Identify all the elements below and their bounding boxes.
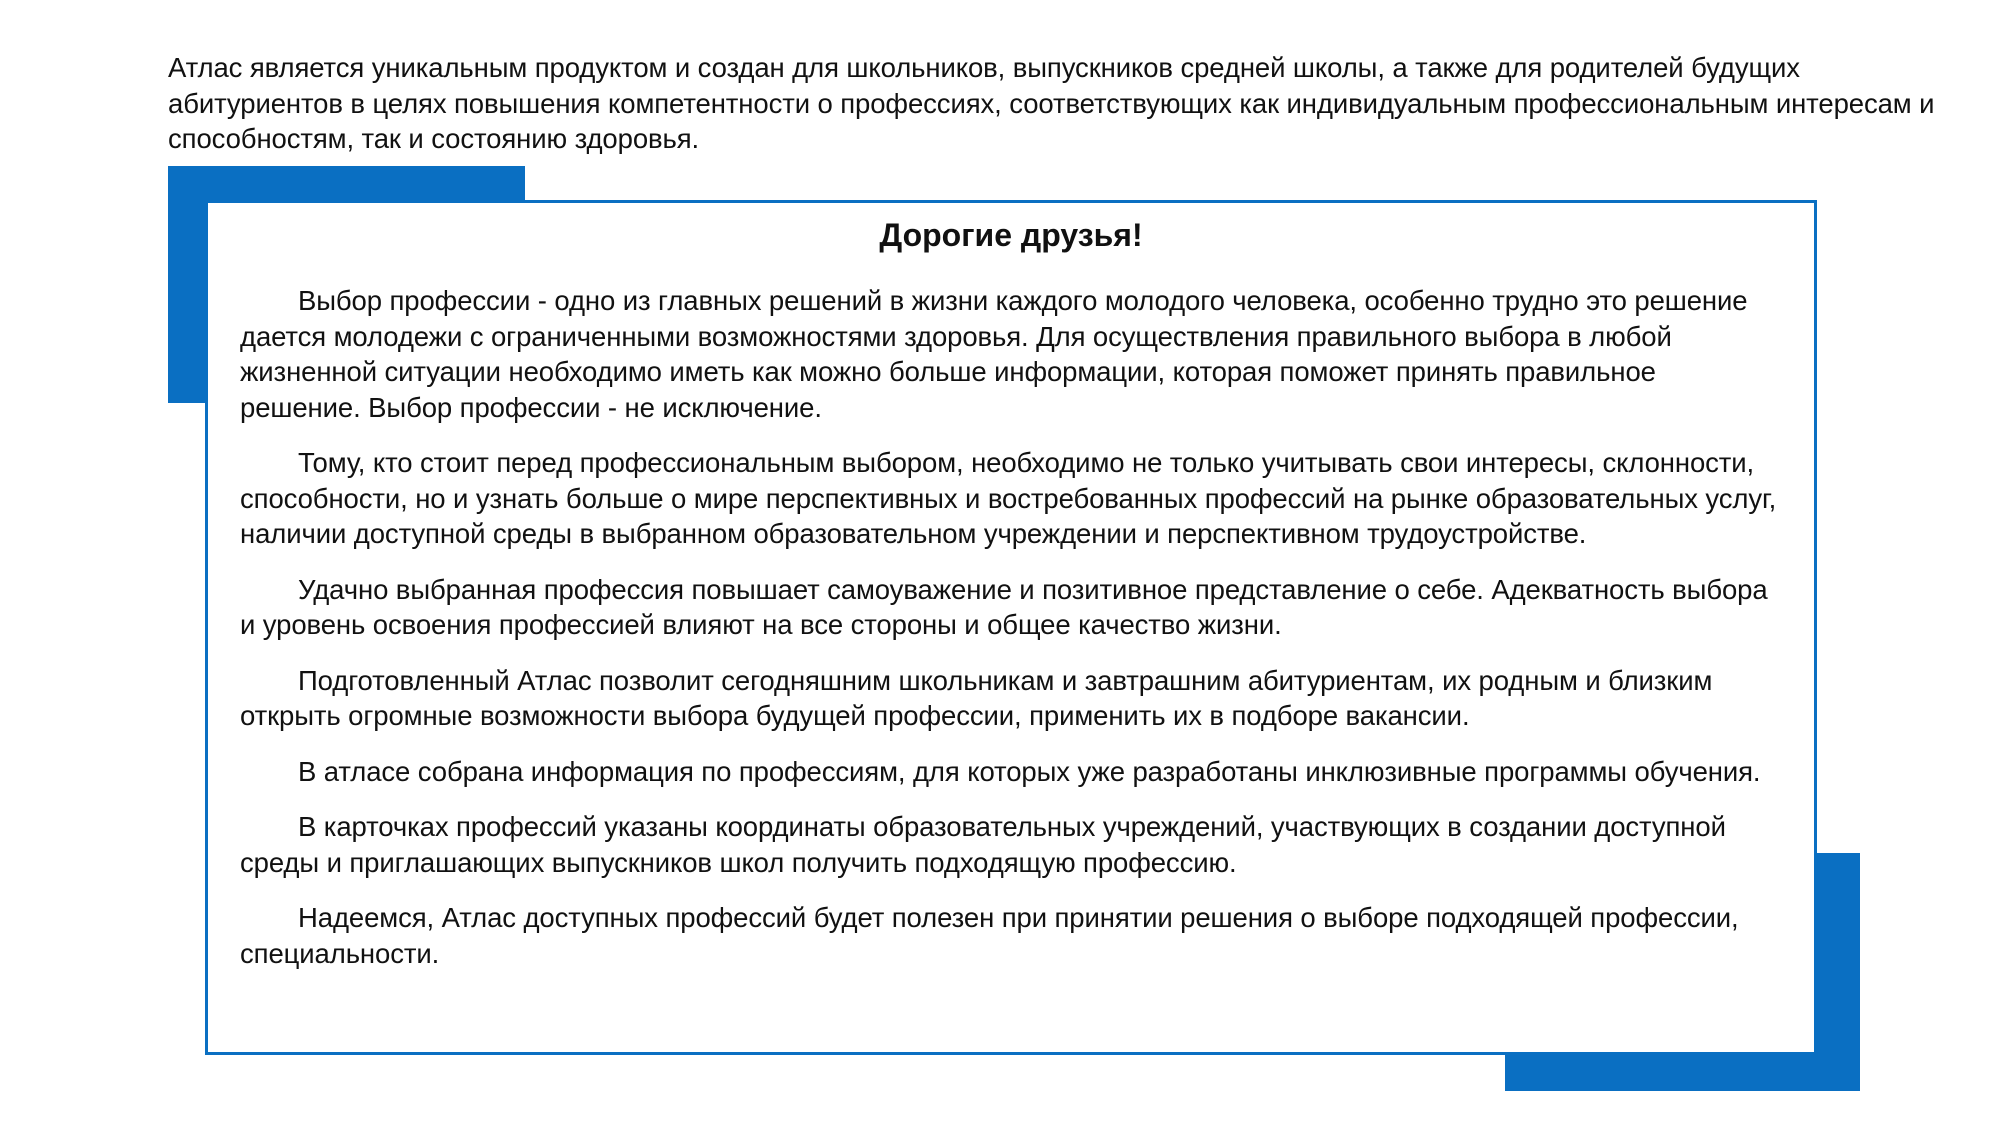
intro-text: Атлас является уникальным продуктом и создан для школьников, выпускников средней школы, а также для родителей будущих абитуриентов в целях повышения компетентности о профессиях, соответствующих как индивидуальным профессиональным интересам и способностям, так и состоянию здоровья. bbox=[168, 52, 1935, 154]
card-paragraph: Надеемся, Атлас доступных профессий будет полезен при принятии решения о выборе подходящей профессии, специальности. bbox=[240, 902, 1739, 969]
card-paragraph: В атласе собрана информация по профессиям, для которых уже разработаны инклюзивные программы обучения. bbox=[298, 755, 1761, 787]
card-paragraph: Тому, кто стоит перед профессиональным выбором, необходимо не только учитывать свои интересы, склонности, способности, но и узнать больше о мире перспективных и востребованных профессий на рынке образовательных услуг, наличии доступной среды в выбранном образовательном учреждении и перспективном трудоустройстве. bbox=[240, 447, 1777, 549]
message-card bbox=[205, 200, 1817, 1055]
card-paragraph: Удачно выбранная профессия повышает самоуважение и позитивное представление о себе. Адекватность выбора и уровень освоения профессией влияют на все стороны и общее качество жизни. bbox=[240, 573, 1768, 640]
card-paragraph: В карточках профессий указаны координаты образовательных учреждений, участвующих в создании доступной среды и приглашающих выпускников школ получить подходящую профессию. bbox=[240, 811, 1726, 878]
card-paragraph: Выбор профессии - одно из главных решений в жизни каждого молодого человека, особенно трудно это решение дается молодежи с ограниченными возможностями здоровья. Для осуществления правильного выбора в любой жизненной ситуации необходимо иметь как можно больше информации, которая поможет принять правильное решение. Выбор профессии - не исключение. bbox=[240, 285, 1748, 423]
card-title: Дорогие друзья! bbox=[879, 217, 1143, 253]
card-paragraph: Подготовленный Атлас позволит сегодняшним школьникам и завтрашним абитуриентам, их родным и близким открыть огромные возможности выбора будущей профессии, применить их в подборе вакансии. bbox=[240, 664, 1713, 731]
